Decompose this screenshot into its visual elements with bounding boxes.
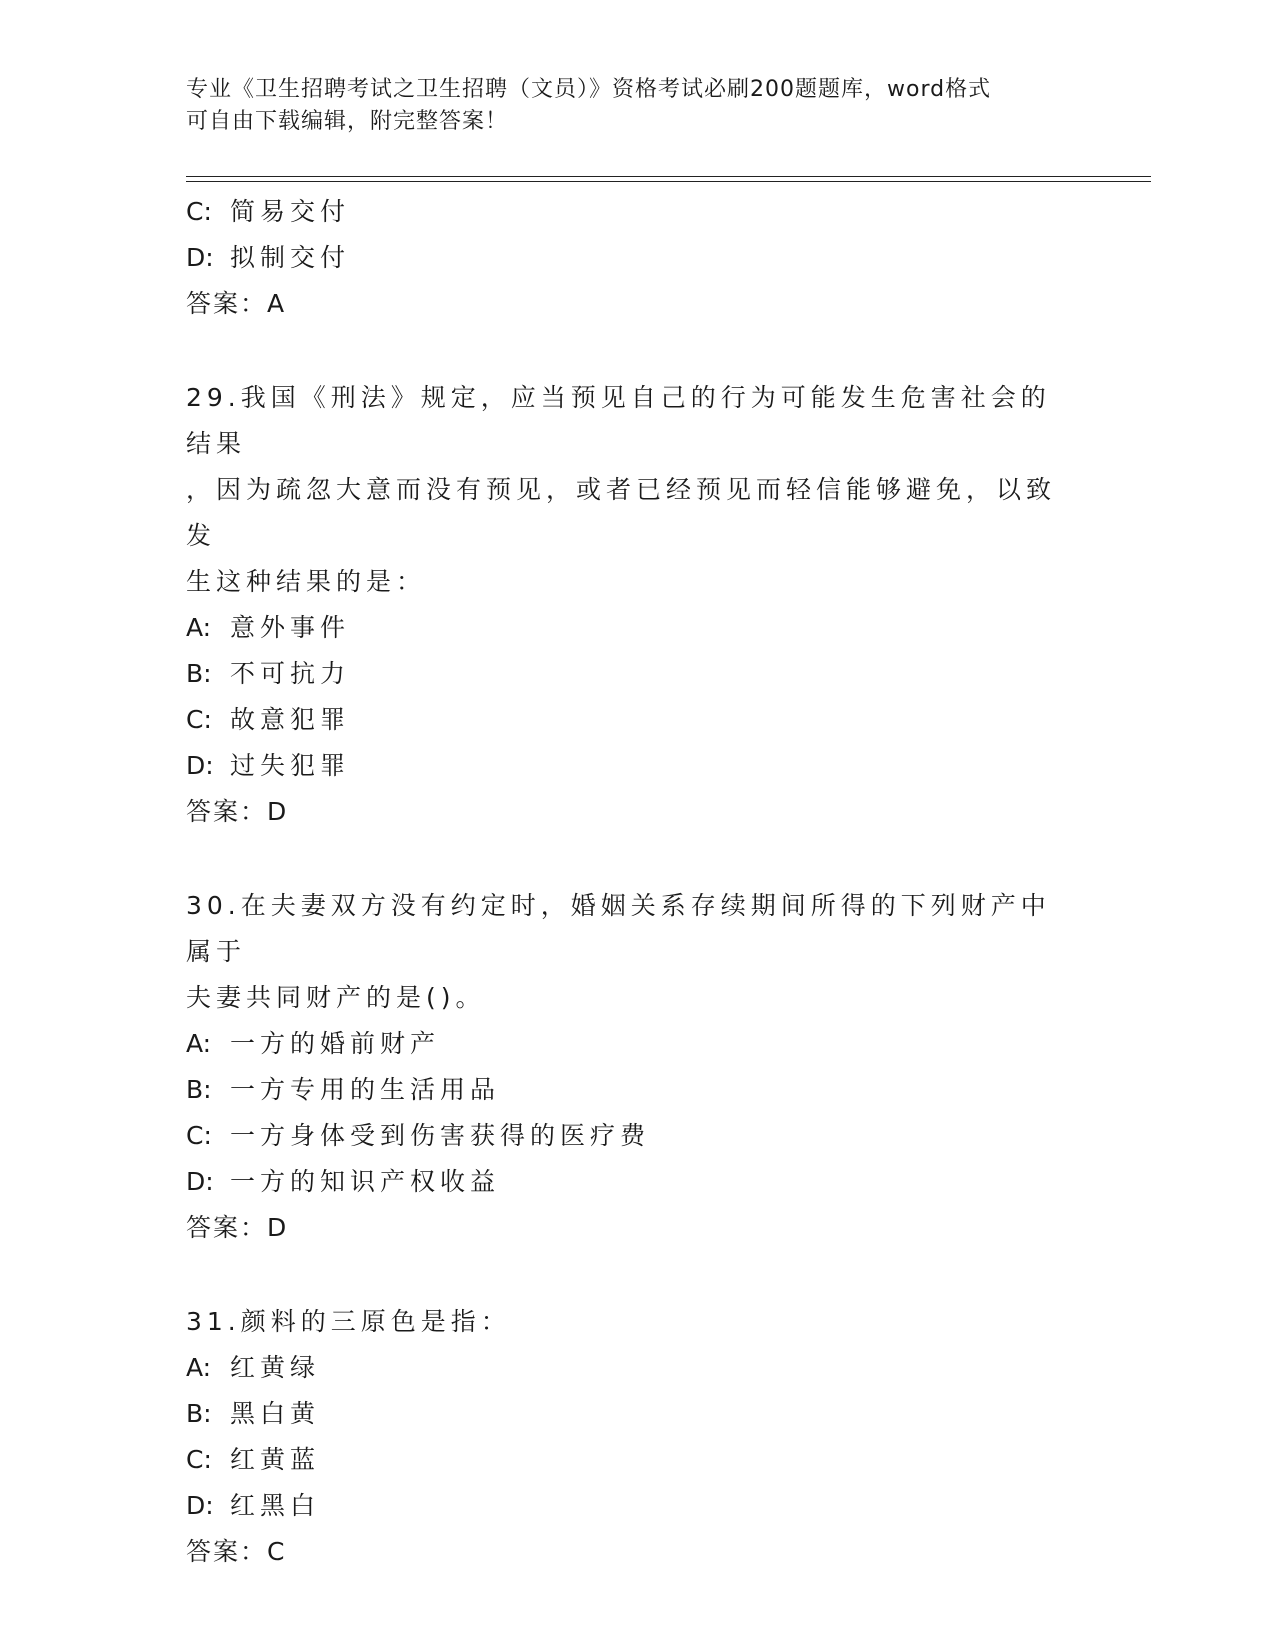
stem-line: 29.我国《刑法》规定，应当预见自己的行为可能发生危害社会的结果 <box>186 383 1051 458</box>
option-key: D: <box>186 1167 214 1196</box>
option-text: 不可抗力 <box>230 659 351 688</box>
option-a <box>186 605 1086 651</box>
option-key: C: <box>186 1121 212 1150</box>
option-key: B: <box>186 659 212 688</box>
stem-line: 31.颜料的三原色是指： <box>186 1307 511 1336</box>
option-a <box>186 1021 1086 1067</box>
option-c <box>186 1113 1086 1159</box>
option-text: 红黑白 <box>230 1491 321 1520</box>
stem-line: 夫妻共同财产的是()。 <box>186 983 486 1012</box>
stem-line: 生这种结果的是： <box>186 567 427 596</box>
option-c <box>186 189 1086 235</box>
option-text: 拟制交付 <box>230 243 351 272</box>
document-header <box>186 74 1086 138</box>
stem-line: 30.在夫妻双方没有约定时，婚姻关系存续期间所得的下列财产中属于 <box>186 891 1051 966</box>
option-text: 意外事件 <box>230 613 351 642</box>
question-29 <box>186 375 1086 835</box>
option-key: D: <box>186 751 214 780</box>
option-key: B: <box>186 1075 212 1104</box>
option-text: 红黄绿 <box>230 1353 321 1382</box>
option-text: 一方身体受到伤害获得的医疗费 <box>230 1121 651 1150</box>
question-30 <box>186 883 1086 1251</box>
option-key: A: <box>186 1029 212 1058</box>
question-28-continued <box>186 189 1086 327</box>
option-key: C: <box>186 1445 212 1474</box>
option-key: B: <box>186 1399 212 1428</box>
option-text: 黑白黄 <box>230 1399 321 1428</box>
header-divider-bottom <box>186 181 1151 182</box>
option-key: D: <box>186 243 214 272</box>
option-b <box>186 1391 1086 1437</box>
option-key: C: <box>186 197 212 226</box>
option-text: 一方的知识产权收益 <box>230 1167 501 1196</box>
option-text: 一方专用的生活用品 <box>230 1075 501 1104</box>
option-text: 简易交付 <box>230 197 351 226</box>
question-31 <box>186 1299 1086 1575</box>
answer-line: 答案：D <box>186 797 289 826</box>
answer-line: 答案：D <box>186 1213 289 1242</box>
option-d <box>186 743 1086 789</box>
option-key: C: <box>186 705 212 734</box>
question-stem <box>186 1299 1066 1345</box>
option-c <box>186 697 1086 743</box>
option-b <box>186 1067 1086 1113</box>
option-key: A: <box>186 613 212 642</box>
option-a <box>186 1345 1086 1391</box>
option-key: A: <box>186 1353 212 1382</box>
answer-line: 答案：C <box>186 1537 287 1566</box>
answer-line: 答案：A <box>186 289 287 318</box>
header-divider-top <box>186 176 1151 177</box>
option-text: 一方的婚前财产 <box>230 1029 441 1058</box>
header-line-2: 可自由下载编辑，附完整答案！ <box>186 109 509 134</box>
option-b <box>186 651 1086 697</box>
option-c <box>186 1437 1086 1483</box>
question-stem <box>186 883 1066 1021</box>
header-line-1: 专业《卫生招聘考试之卫生招聘（文员）》资格考试必刷200题题库，word格式 <box>186 77 992 102</box>
question-content <box>186 189 1086 1575</box>
question-stem <box>186 375 1066 605</box>
option-key: D: <box>186 1491 214 1520</box>
option-d <box>186 235 1086 281</box>
option-d <box>186 1159 1086 1205</box>
stem-line: ，因为疏忽大意而没有预见，或者已经预见而轻信能够避免，以致发 <box>186 475 1057 550</box>
option-text: 故意犯罪 <box>230 705 351 734</box>
option-d <box>186 1483 1086 1529</box>
option-text: 红黄蓝 <box>230 1445 321 1474</box>
option-text: 过失犯罪 <box>230 751 351 780</box>
